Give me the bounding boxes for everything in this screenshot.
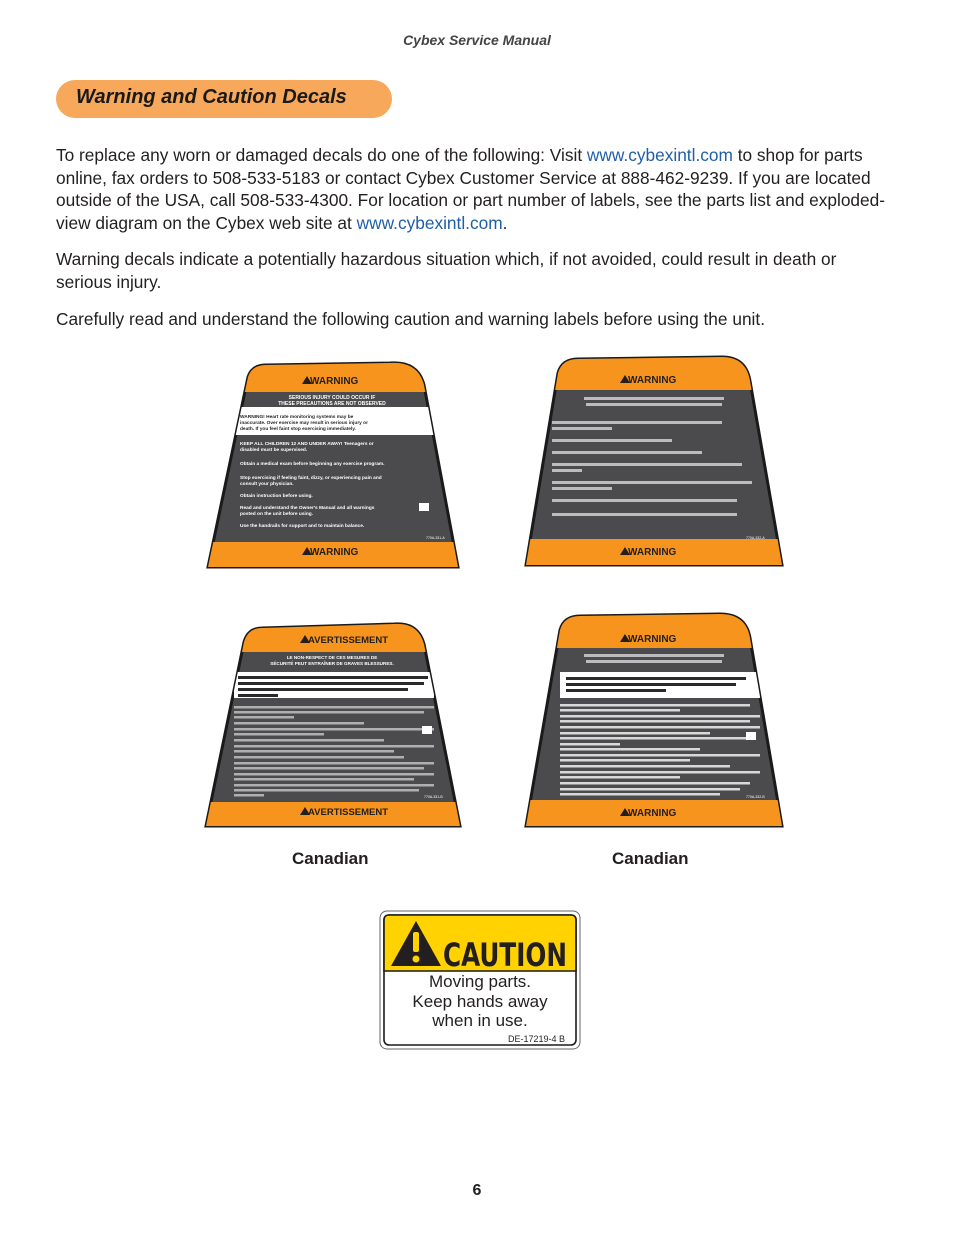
warning-decal-english-2 xyxy=(524,355,784,571)
svg-text:THESE PRECAUTIONS ARE NOT OBSE: THESE PRECAUTIONS ARE NOT OBSERVED xyxy=(278,401,386,407)
caution-word: CAUTION xyxy=(443,936,567,974)
cybex-website-link-2[interactable]: www.cybexintl.com xyxy=(356,212,503,233)
svg-text:WARNING! Heart rate monitoring: WARNING! Heart rate monitoring systems may be xyxy=(240,415,354,420)
svg-text:consult your physician.: consult your physician. xyxy=(240,482,294,487)
manual-icon xyxy=(746,732,756,740)
intro-text-start: To replace any worn or damaged decals do one of the following: Visit xyxy=(56,145,587,165)
decal-banner-top: WARNING xyxy=(628,634,677,645)
svg-text:SÉCURITÉ PEUT ENTRAÎNER DE GRA: SÉCURITÉ PEUT ENTRAÎNER DE GRAVES BLESSURES. xyxy=(270,661,394,666)
svg-text:Stop exercising if feeling fai: Stop exercising if feeling faint, dizzy, or experiencing pain and xyxy=(240,476,382,481)
caution-decal xyxy=(379,910,581,1050)
caution-message: Moving parts. Keep hands away when in use. xyxy=(412,972,548,1030)
warning-explanation-paragraph: Warning decals indicate a potentially hazardous situation which, if not avoided, could result in death or serious injury. xyxy=(56,249,837,292)
intro-text-end: . xyxy=(502,212,508,233)
warning-decal-canadian-english xyxy=(524,614,784,830)
decal-banner-bottom: WARNING xyxy=(310,547,359,558)
warning-decal-canadian-french xyxy=(204,614,462,830)
svg-text:KEEP ALL CHILDREN 12 AND UNDER: KEEP ALL CHILDREN 12 AND UNDER AWAY! Teenagers or xyxy=(240,442,374,447)
manual-icon xyxy=(419,503,429,511)
section-heading-pill xyxy=(56,80,392,118)
canadian-label-right: Canadian xyxy=(612,849,689,868)
intro-text-middle: to shop for parts online, fax orders to 508-533-5183 or contact Cybex Customer Service at 888-462-9239. If you are located outside of the USA, call 508-533-4300. For location or part number of labels, see the parts list and exploded-view diagram on the Cybex web site at xyxy=(56,145,886,233)
decal-banner-bottom: AVERTISSEMENT xyxy=(308,807,389,818)
svg-text:Read and understand the Owner': Read and understand the Owner's Manual and all warnings xyxy=(240,506,375,511)
warning-decal-english-1 xyxy=(204,355,460,571)
canadian-label-left: Canadian xyxy=(292,849,369,868)
decal-banner-bottom: WARNING xyxy=(628,547,677,558)
svg-text:posted on the unit before usin: posted on the unit before using. xyxy=(240,512,314,517)
svg-text:death. If you feel faint stop: death. If you feel faint stop exercising immediately. xyxy=(240,427,356,432)
intro-paragraph xyxy=(56,144,896,234)
svg-text:inaccurate. Over exercise may: inaccurate. Over exercise may result in serious injury or xyxy=(240,421,368,426)
page-number: 6 xyxy=(472,1182,482,1199)
svg-text:770A-332-B: 770A-332-B xyxy=(746,795,765,799)
cybex-website-link-1[interactable]: www.cybexintl.com xyxy=(586,145,733,165)
running-header: Cybex Service Manual xyxy=(403,32,551,48)
read-labels-paragraph: Carefully read and understand the following caution and warning labels before using the unit. xyxy=(56,309,765,329)
decal-banner-top: AVERTISSEMENT xyxy=(308,635,389,646)
svg-text:770A-332-A: 770A-332-A xyxy=(746,536,765,540)
svg-text:Obtain instruction before usin: Obtain instruction before using. xyxy=(240,494,313,499)
decal-banner-bottom: WARNING xyxy=(628,808,677,819)
caution-part-number: DE-17219-4 B xyxy=(507,1034,565,1044)
manual-icon xyxy=(422,726,432,734)
svg-text:770A-331-A: 770A-331-A xyxy=(426,536,445,540)
svg-text:disabled must be supervised.: disabled must be supervised. xyxy=(240,448,308,453)
decal-banner-top: WARNING xyxy=(310,376,359,387)
decal-banner-top: WARNING xyxy=(628,375,677,386)
svg-text:Use the handrails for support: Use the handrails for support and to maintain balance. xyxy=(240,524,365,529)
svg-text:SERIOUS INJURY COULD OCCUR IF: SERIOUS INJURY COULD OCCUR IF xyxy=(288,395,376,401)
svg-text:LE NON-RESPECT DE CES MESURES: LE NON-RESPECT DE CES MESURES DE xyxy=(286,655,378,660)
svg-text:770A-331-B: 770A-331-B xyxy=(424,795,443,799)
svg-text:Obtain a medical exam before b: Obtain a medical exam before beginning any exercise program. xyxy=(240,462,385,467)
section-title: Warning and Caution Decals xyxy=(76,86,347,108)
